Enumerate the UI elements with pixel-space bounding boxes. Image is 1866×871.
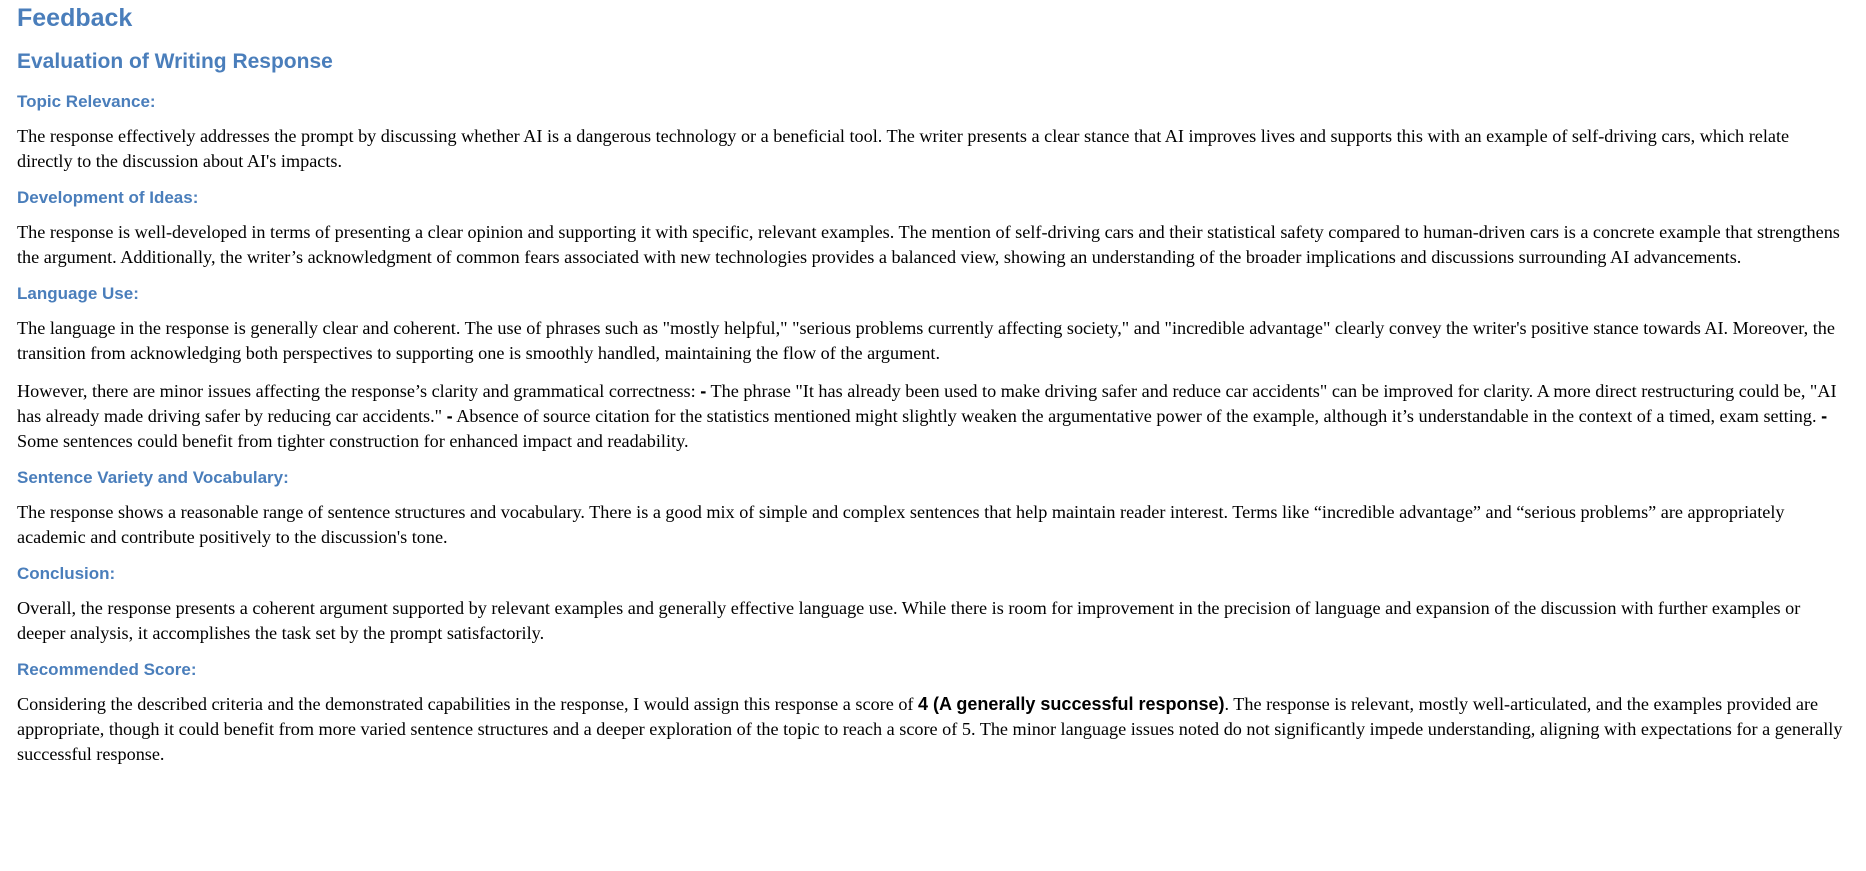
development-heading: Development of Ideas: <box>17 188 199 207</box>
language-issue-2: Absence of source citation for the statistics mentioned might slightly weaken the argumentative power of the example, although it’s understandable in the context of a timed, exam setting. <box>452 406 1822 426</box>
sentence-variety-paragraph: The response shows a reasonable range of sentence structures and vocabulary. There is a good mix of simple and complex sentences that help maintain reader interest. Terms like “incredible advantage” and “serious problems” are appropriately academic and contribute positively to the discussion's tone. <box>17 502 1785 547</box>
page-title: Feedback <box>17 4 133 32</box>
bullet-dash: - <box>1821 406 1828 426</box>
language-issue-3: Some sentences could benefit from tighter construction for enhanced impact and readability. <box>17 431 689 451</box>
score-intro-text: Considering the described criteria and the demonstrated capabilities in the response, I would assign this response a score of <box>17 694 919 714</box>
score-value: 4 (A generally successful response) <box>918 694 1225 714</box>
conclusion-heading: Conclusion: <box>17 564 116 583</box>
page-subtitle: Evaluation of Writing Response <box>17 50 333 73</box>
language-use-paragraph-1: The language in the response is generally clear and coherent. The use of phrases such as "mostly helpful," "serious problems currently affecting society," and "incredible advantage" clearly convey the writer's positive stance towards AI. Moreover, the transition from acknowledging both perspectives to supporting one is smoothly handled, maintaining the flow of the argument. <box>17 318 1835 363</box>
recommended-score-heading: Recommended Score: <box>17 660 197 679</box>
topic-relevance-paragraph: The response effectively addresses the prompt by discussing whether AI is a dangerous technology or a beneficial tool. The writer presents a clear stance that AI improves lives and supports this with an example of self-driving cars, which relate directly to the discussion about AI's impacts. <box>17 126 1790 171</box>
language-issues-intro: However, there are minor issues affecting the response’s clarity and grammatical correctness: <box>17 381 701 401</box>
recommended-score-paragraph <box>17 692 1849 767</box>
conclusion-paragraph: Overall, the response presents a coherent argument supported by relevant examples and generally effective language use. While there is room for improvement in the precision of language and expansion of the discussion with further examples or deeper analysis, it accomplishes the task set by the prompt satisfactorily. <box>17 598 1801 643</box>
language-use-heading: Language Use: <box>17 284 139 303</box>
language-use-paragraph-2 <box>17 379 1849 454</box>
sentence-variety-heading: Sentence Variety and Vocabulary: <box>17 468 289 487</box>
topic-relevance-heading: Topic Relevance: <box>17 92 156 111</box>
score-explanation-text: . The response is relevant, mostly well-articulated, and the examples provided are appropriate, though it could benefit from more varied sentence structures and a deeper exploration of the topic to reach a score of 5. The minor language issues noted do not significantly impede understanding, aligning with expectations for a generally successful response. <box>17 694 1843 764</box>
bullet-dash: - <box>700 381 707 401</box>
bullet-dash: - <box>446 406 453 426</box>
language-issue-1: The phrase "It has already been used to make driving safer and reduce car accidents" can be improved for clarity. A more direct restructuring could be, "AI has already made driving safer by reducing car accidents." <box>17 381 1837 426</box>
development-paragraph: The response is well-developed in terms of presenting a clear opinion and supporting it with specific, relevant examples. The mention of self-driving cars and their statistical safety compared to human-driven cars is a concrete example that strengthens the argument. Additionally, the writer’s acknowledgment of common fears associated with new technologies provides a balanced view, showing an understanding of the broader implications and discussions surrounding AI advancements. <box>17 222 1840 267</box>
